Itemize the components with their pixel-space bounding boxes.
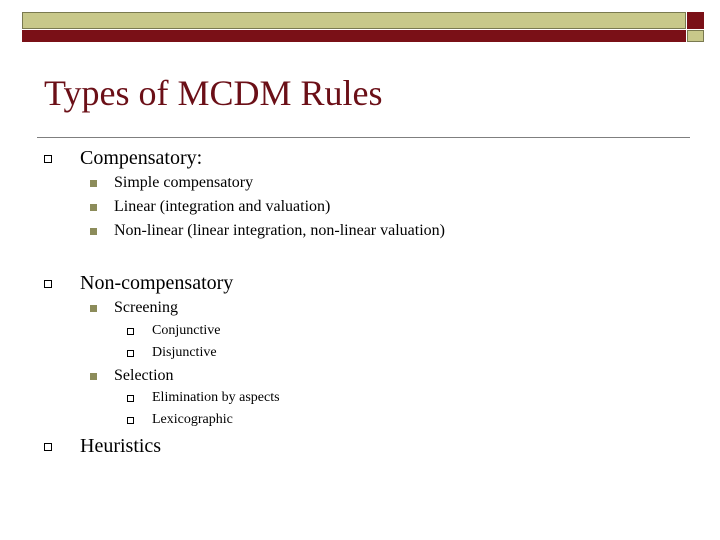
hollow-square-bullet-icon — [127, 395, 134, 402]
bullet-screening: Screening — [114, 299, 178, 316]
filled-square-bullet-icon — [90, 305, 97, 312]
filled-square-bullet-icon — [90, 180, 97, 187]
bullet-selection: Selection — [114, 367, 174, 384]
header-corner-square-top — [687, 12, 704, 29]
bullet-lexicographic: Lexicographic — [152, 412, 233, 427]
filled-square-bullet-icon — [90, 373, 97, 380]
bullet-heuristics: Heuristics — [80, 435, 162, 457]
header-band-red — [22, 30, 686, 42]
filled-square-bullet-icon — [90, 228, 97, 235]
bullet-elimination: Elimination by aspects — [152, 390, 280, 405]
title-divider — [37, 137, 690, 138]
header-band-olive — [22, 12, 686, 29]
bullet-disjunctive: Disjunctive — [152, 345, 217, 360]
hollow-square-bullet-icon — [127, 328, 134, 335]
bullet-simple-compensatory: Simple compensatory — [114, 174, 254, 191]
slide-title: Types of MCDM Rules — [44, 73, 383, 113]
hollow-square-bullet-icon — [44, 280, 52, 288]
bullet-nonlinear: Non-linear (linear integration, non-linear valuation) — [114, 222, 445, 239]
hollow-square-bullet-icon — [127, 417, 134, 424]
bullet-linear: Linear (integration and valuation) — [114, 198, 331, 215]
hollow-square-bullet-icon — [127, 350, 134, 357]
bullet-conjunctive: Conjunctive — [152, 323, 221, 338]
header-corner-square-bottom — [687, 30, 704, 42]
filled-square-bullet-icon — [90, 204, 97, 211]
bullet-non-compensatory: Non-compensatory — [80, 272, 234, 294]
hollow-square-bullet-icon — [44, 443, 52, 451]
hollow-square-bullet-icon — [44, 155, 52, 163]
bullet-compensatory: Compensatory: — [80, 147, 203, 169]
